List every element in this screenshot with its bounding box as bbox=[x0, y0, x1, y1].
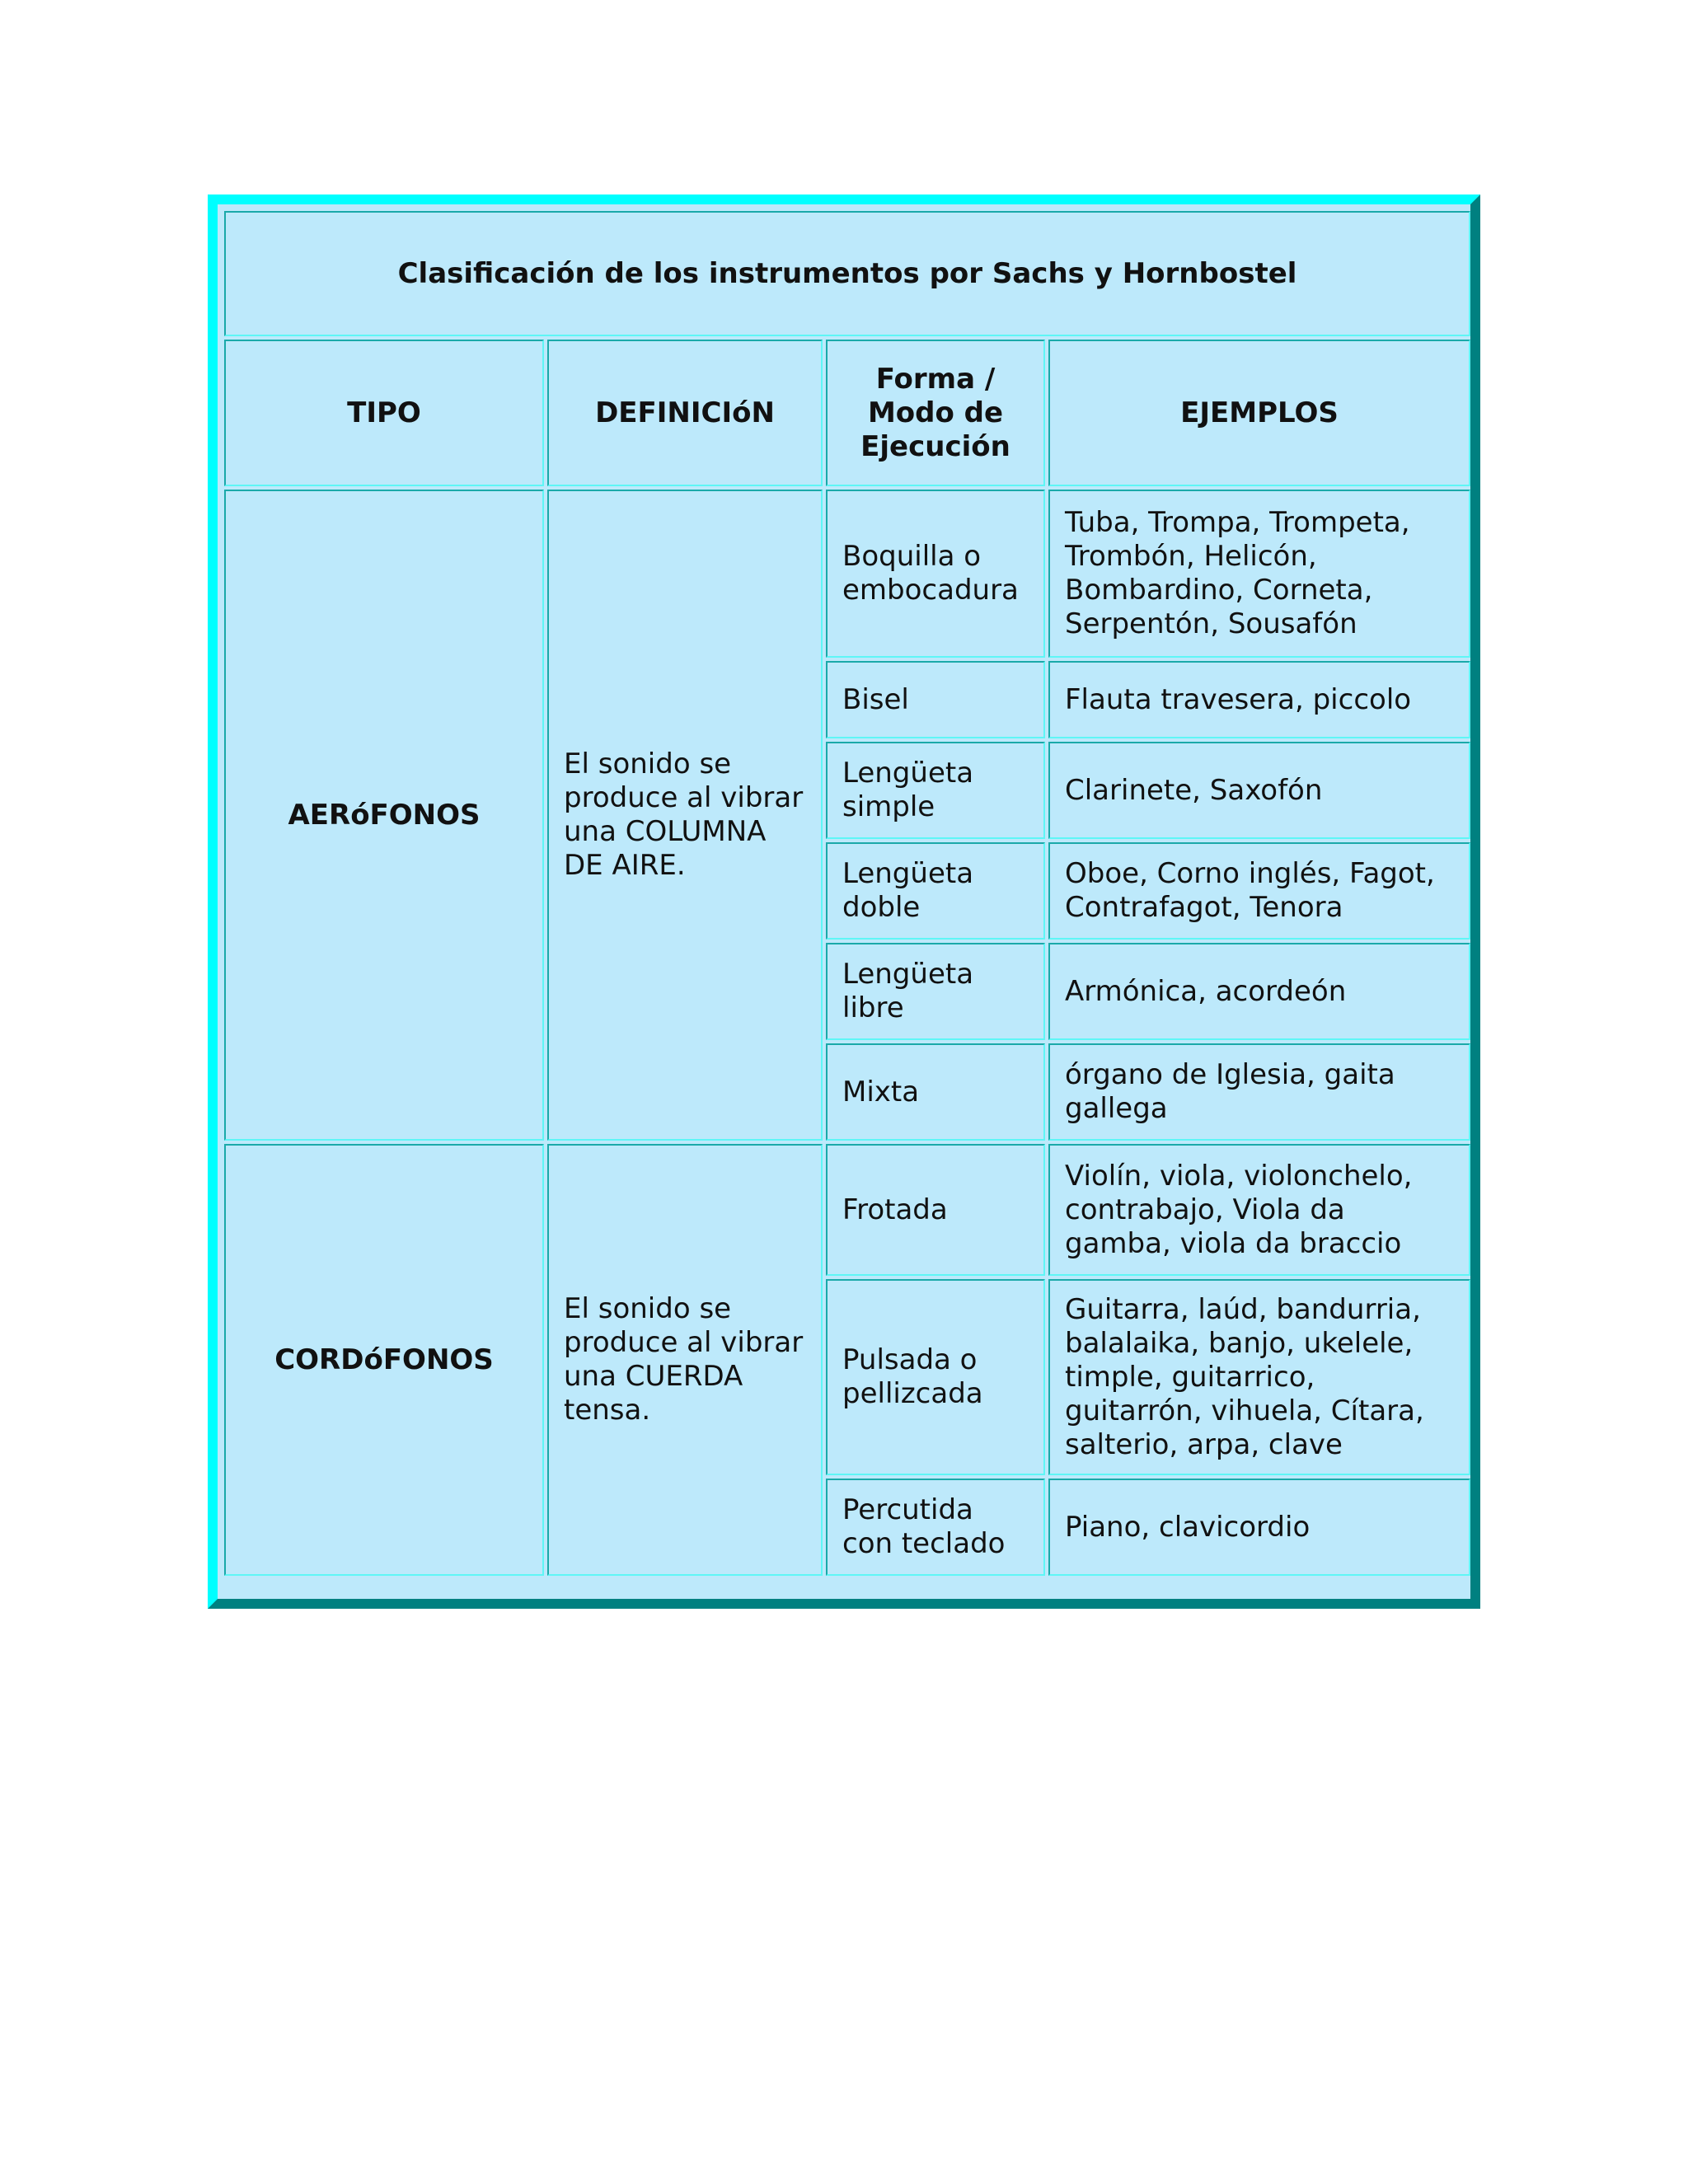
ejemplos-cell: Oboe, Corno inglés, Fagot, Contrafagot, Tenora bbox=[1048, 842, 1470, 940]
forma-cell: Lengüeta libre bbox=[826, 943, 1045, 1040]
forma-cell: Percutida con teclado bbox=[826, 1479, 1045, 1576]
forma-cell: Bisel bbox=[826, 661, 1045, 738]
table-row bbox=[224, 1144, 1470, 1276]
ejemplos-cell: Armónica, acordeón bbox=[1048, 943, 1470, 1040]
ejemplos-cell: Clarinete, Saxofón bbox=[1048, 742, 1470, 839]
ejemplos-cell: órgano de Iglesia, gaita gallega bbox=[1048, 1043, 1470, 1141]
definicion-cordofonos: El sonido se produce al vibrar una CUERDA tensa. bbox=[547, 1144, 823, 1576]
tipo-cordofonos: CORDóFONOS bbox=[224, 1144, 544, 1576]
forma-cell: Frotada bbox=[826, 1144, 1045, 1276]
forma-cell: Pulsada o pellizcada bbox=[826, 1279, 1045, 1475]
ejemplos-cell: Flauta travesera, piccolo bbox=[1048, 661, 1470, 738]
table-title: Clasificación de los instrumentos por Sachs y Hornbostel bbox=[224, 211, 1470, 336]
ejemplos-cell: Violín, viola, violonchelo, contrabajo, Viola da gamba, viola da braccio bbox=[1048, 1144, 1470, 1276]
table-row bbox=[224, 490, 1470, 658]
header-tipo: TIPO bbox=[224, 340, 544, 486]
definicion-aerofonos: El sonido se produce al vibrar una COLUMNA DE AIRE. bbox=[547, 490, 823, 1141]
title-row bbox=[224, 211, 1470, 336]
ejemplos-cell: Guitarra, laúd, bandurria, balalaika, banjo, ukelele, timple, guitarrico, guitarrón, vihuela, Cítara, salterio, arpa, clave bbox=[1048, 1279, 1470, 1475]
header-row bbox=[224, 340, 1470, 486]
ejemplos-cell: Piano, clavicordio bbox=[1048, 1479, 1470, 1576]
header-ejemplos: EJEMPLOS bbox=[1048, 340, 1470, 486]
forma-cell: Lengüeta doble bbox=[826, 842, 1045, 940]
tipo-aerofonos: AERóFONOS bbox=[224, 490, 544, 1141]
classification-table bbox=[221, 208, 1474, 1579]
ejemplos-cell: Tuba, Trompa, Trompeta, Trombón, Helicón, Bombardino, Corneta, Serpentón, Sousafón bbox=[1048, 490, 1470, 658]
forma-cell: Lengüeta simple bbox=[826, 742, 1045, 839]
classification-table-frame bbox=[208, 194, 1480, 1609]
forma-cell: Mixta bbox=[826, 1043, 1045, 1141]
header-forma: Forma / Modo de Ejecución bbox=[826, 340, 1045, 486]
forma-cell: Boquilla o embocadura bbox=[826, 490, 1045, 658]
header-definicion: DEFINICIóN bbox=[547, 340, 823, 486]
